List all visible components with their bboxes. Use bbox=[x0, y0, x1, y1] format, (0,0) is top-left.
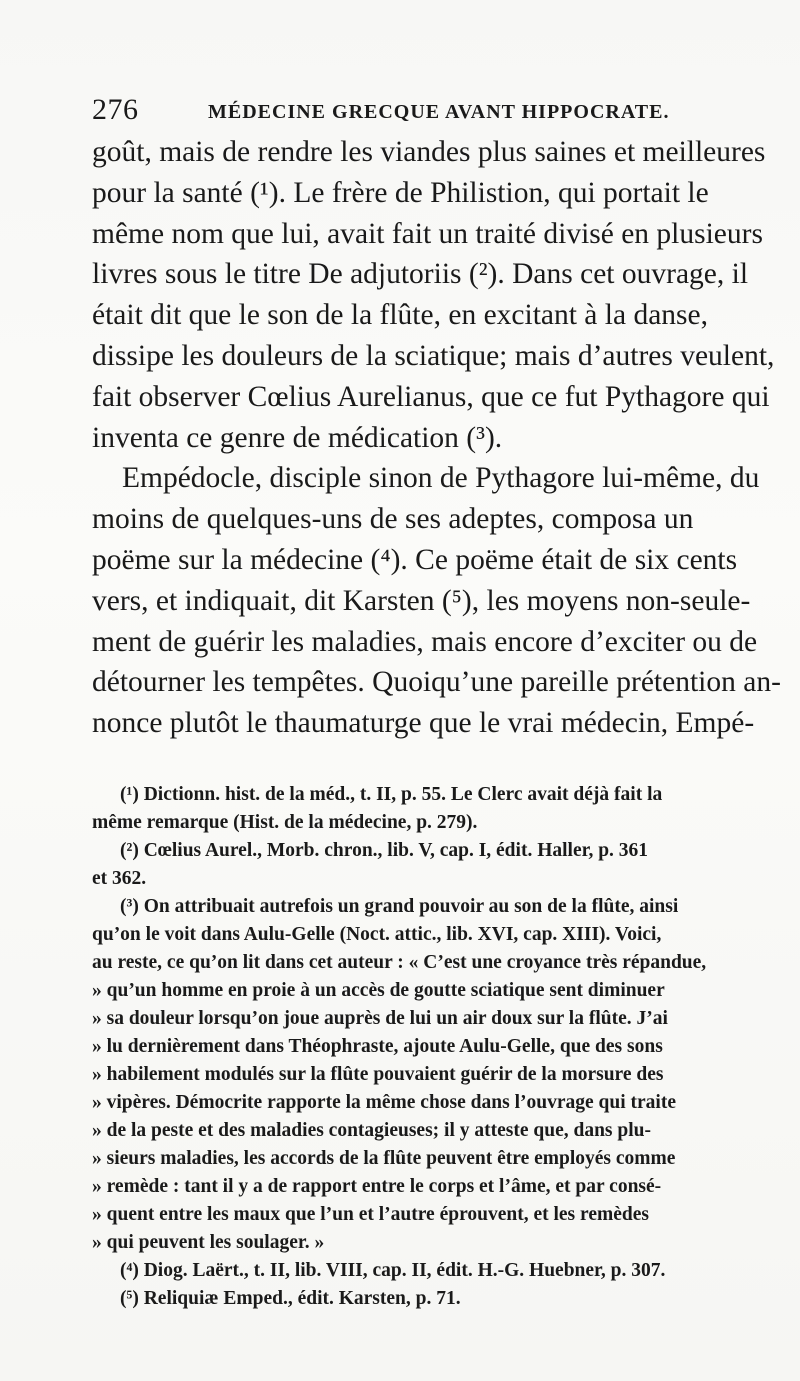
body-line: était dit que le son de la flûte, en excitant à la danse, bbox=[92, 299, 708, 332]
body-line: fait observer Cœlius Aurelianus, que ce fut Pythagore qui bbox=[92, 380, 770, 413]
footnote-line: qu’on le voit dans Aulu-Gelle (Noct. attic., lib. XVI, cap. XIII). Voici, bbox=[92, 924, 662, 945]
footnote-quote-line: » qu’un homme en proie à un accès de goutte sciatique sent diminuer bbox=[92, 980, 665, 1001]
footnote-quote-line: » sieurs maladies, les accords de la flûte peuvent être employés comme bbox=[92, 1148, 676, 1169]
body-line: pour la santé (¹). Le frère de Philistion, qui portait le bbox=[92, 176, 709, 209]
page-number: 276 bbox=[92, 93, 139, 126]
footnote-5: (⁵) Reliquiæ Emped., édit. Karsten, p. 71. bbox=[120, 1288, 461, 1309]
footnote-line: au reste, ce qu’on lit dans cet auteur : « C’est une croyance très répandue, bbox=[92, 952, 707, 973]
body-line: nonce plutôt le thaumaturge que le vrai médecin, Empé- bbox=[92, 707, 755, 740]
footnote-quote-line: » remède : tant il y a de rapport entre le corps et l’âme, et par consé- bbox=[92, 1176, 662, 1197]
footnote-3: (³) On attribuait autrefois un grand pouvoir au son de la flûte, ainsi bbox=[120, 896, 679, 917]
body-line: goût, mais de rendre les viandes plus saines et meilleures bbox=[92, 136, 766, 168]
footnotes bbox=[92, 781, 754, 1313]
body-line: inventa ce genre de médication (³). bbox=[92, 421, 503, 454]
body-line: livres sous le titre De adjutoriis (²). Dans cet ouvrage, il bbox=[92, 258, 749, 291]
footnote-quote-line: » lu dernièrement dans Théophraste, ajoute Aulu-Gelle, que des sons bbox=[92, 1036, 663, 1057]
footnote-line: et 362. bbox=[92, 868, 147, 889]
body-line: moins de quelques-uns de ses adeptes, composa un bbox=[92, 503, 694, 536]
body-line: poëme sur la médecine (⁴). Ce poëme était de six cents bbox=[92, 543, 738, 576]
running-title: MÉDECINE GRECQUE AVANT HIPPOCRATE. bbox=[208, 101, 670, 123]
footnote-quote-line: » de la peste et des maladies contagieuses; il y atteste que, dans plu- bbox=[92, 1120, 651, 1141]
body-line: dissipe les douleurs de la sciatique; mais d’autres veulent, bbox=[92, 339, 775, 372]
footnote-quote-line: » vipères. Démocrite rapporte la même chose dans l’ouvrage qui traite bbox=[92, 1092, 676, 1113]
footnote-line: même remarque (Hist. de la médecine, p. 279). bbox=[92, 812, 478, 833]
body-text bbox=[92, 132, 781, 744]
body-line: détourner les tempêtes. Quoiqu’une pareille prétention an- bbox=[92, 666, 781, 699]
body-line: même nom que lui, avait fait un traité divisé en plusieurs bbox=[92, 217, 763, 250]
footnote-quote-line: » qui peuvent les soulager. » bbox=[92, 1232, 325, 1253]
body-line: vers, et indiquait, dit Karsten (⁵), les moyens non-seule- bbox=[92, 584, 751, 617]
footnote-quote-line: » sa douleur lorsqu’on joue auprès de lui un air doux sur la flûte. J’ai bbox=[92, 1008, 668, 1029]
footnote-quote-line: » habilement modulés sur la flûte pouvaient guérir de la morsure des bbox=[92, 1064, 664, 1085]
page-header bbox=[92, 92, 752, 132]
footnote-1: (¹) Dictionn. hist. de la méd., t. II, p. 55. Le Clerc avait déjà fait la bbox=[120, 784, 663, 805]
body-line: ment de guérir les maladies, mais encore d’exciter ou de bbox=[92, 625, 758, 658]
footnote-4: (⁴) Diog. Laërt., t. II, lib. VIII, cap. II, édit. H.-G. Huebner, p. 307. bbox=[120, 1260, 666, 1281]
footnote-2: (²) Cœlius Aurel., Morb. chron., lib. V, cap. I, édit. Haller, p. 361 bbox=[120, 840, 649, 861]
footnote-quote-line: » quent entre les maux que l’un et l’autre éprouvent, et les remèdes bbox=[92, 1204, 649, 1225]
paragraph-start-line: Empédocle, disciple sinon de Pythagore lui-même, du bbox=[122, 462, 760, 495]
